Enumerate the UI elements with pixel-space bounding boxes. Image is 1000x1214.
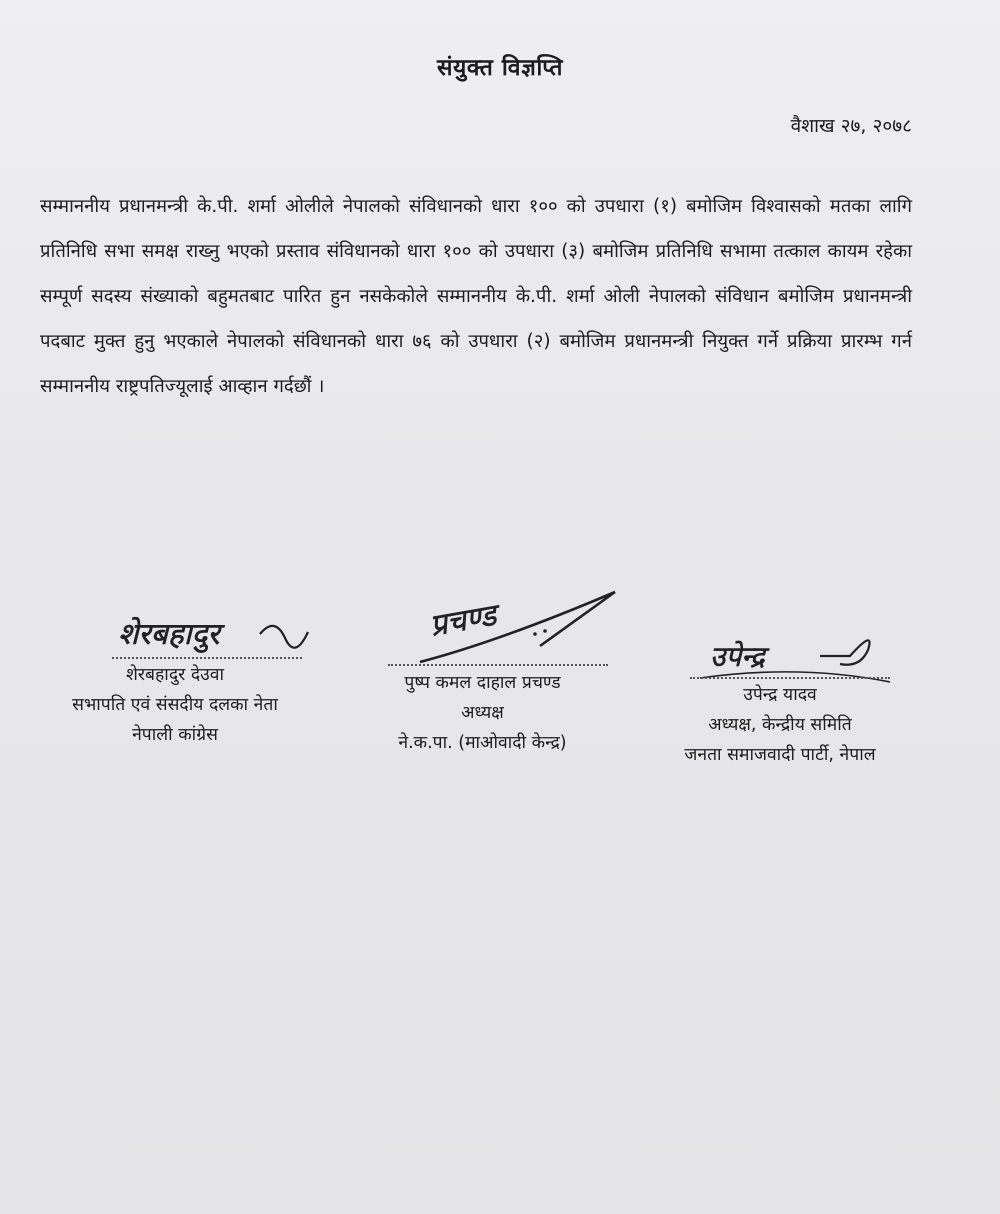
signature-deuba — [110, 604, 315, 662]
signatory-name: शेरबहादुर देउवा — [125, 665, 225, 685]
signature-line — [388, 664, 608, 666]
signature-line — [112, 657, 302, 659]
signatory-party: ने.क.पा. (माओवादी केन्द्र) — [398, 733, 567, 753]
document-date: वैशाख २७, २०७८ — [790, 115, 912, 137]
signatory-party: जनता समाजवादी पार्टी, नेपाल — [684, 745, 876, 765]
signature-prachanda — [410, 586, 625, 670]
signature-prachanda-text: प्रचण्ड — [427, 597, 499, 644]
signatory-prachanda — [350, 668, 615, 758]
signatory-role: सभापति एवं संसदीय दलका नेता — [72, 695, 278, 715]
signatory-yadav — [620, 680, 940, 770]
document-title: संयुक्त विज्ञप्ति — [437, 55, 563, 81]
signatory-role: अध्यक्ष, केन्द्रीय समिति — [708, 715, 852, 735]
signature-line — [690, 677, 890, 679]
signatory-name: पुष्प कमल दाहाल प्रचण्ड — [404, 673, 561, 693]
document-body: सम्माननीय प्रधानमन्त्री के.पी. शर्मा ओलीले नेपालको संविधानको धारा १०० को उपधारा (१) बमोजिम विश्वासको मतका लागि प्रतिनिधि सभा समक्ष राख्नु भएको प्रस्ताव संविधानको धारा १०० को उपधारा (३) बमोजिम प्रतिनिधि सभामा तत्काल कायम रहेका सम्पूर्ण सदस्य संख्याको बहुमतबाट पारित हुन नसकेकोले सम्माननीय के.पी. शर्मा ओली नेपालको संविधान बमोजिम प्रधानमन्त्री पदबाट मुक्त हुनु भएकाले नेपालको संविधानको धारा ७६ को उपधारा (२) बमोजिम प्रधानमन्त्री नियुक्त गर्ने प्रक्रिया प्रारम्भ गर्न सम्माननीय राष्ट्रपतिज्यूलाई आव्हान गर्दछौं । — [40, 196, 912, 397]
signatory-role: अध्यक्ष — [461, 703, 504, 723]
signature-yadav-text: उपेन्द्र — [710, 640, 765, 673]
signatory-deuba — [10, 660, 340, 750]
signatory-name: उपेन्द्र यादव — [743, 685, 817, 705]
signature-deuba-text: शेरबहादुर — [118, 617, 220, 652]
signatory-party: नेपाली कांग्रेस — [132, 725, 218, 745]
